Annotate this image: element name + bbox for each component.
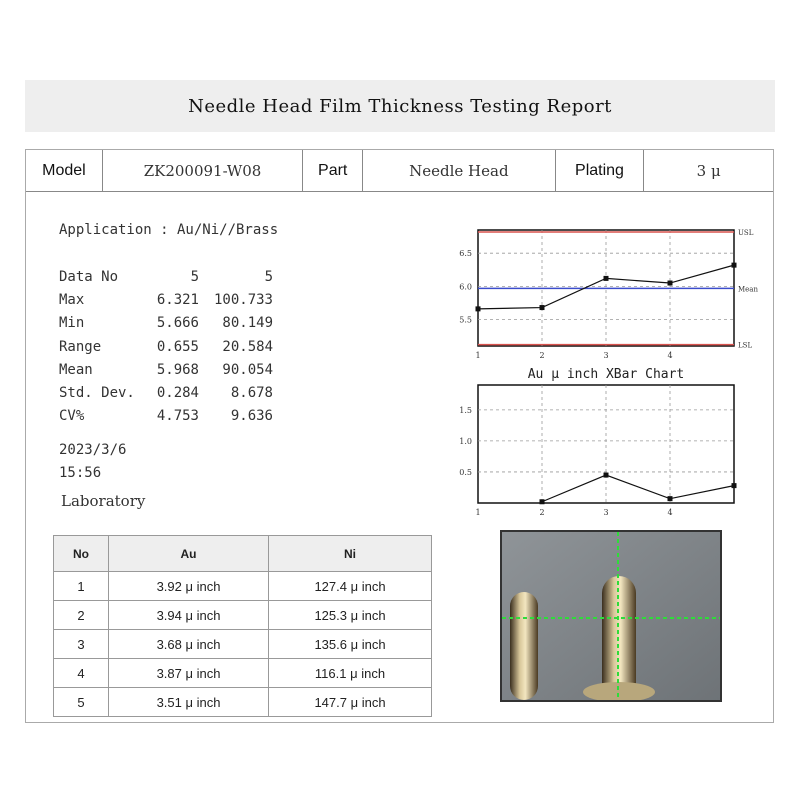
stat-a: 6.321	[156, 292, 199, 309]
stat-b: 90.054	[222, 361, 273, 378]
stat-row	[59, 289, 273, 312]
cell-no: 3	[54, 630, 109, 659]
table-row	[54, 688, 432, 717]
stat-b: 80.149	[222, 315, 273, 332]
data-point	[476, 306, 481, 311]
report-date: 2023/3/6	[59, 442, 127, 458]
stat-a: 5.968	[156, 361, 199, 378]
data-point	[668, 281, 673, 286]
cell-no: 1	[54, 572, 109, 601]
data-point	[668, 496, 673, 501]
stat-row	[59, 382, 273, 405]
stat-row	[59, 359, 273, 382]
header-ni: Ni	[269, 536, 432, 572]
cell-no: 5	[54, 688, 109, 717]
laboratory-label: Laboratory	[61, 492, 146, 510]
stat-a: 4.753	[156, 408, 199, 425]
reference-label-mean: Mean	[738, 285, 758, 294]
x-tick-label: 1	[475, 351, 481, 360]
plating-label: Plating	[556, 150, 645, 191]
x-tick-label: 2	[539, 508, 545, 517]
measurement-table	[53, 535, 432, 717]
stat-b: 20.584	[222, 338, 273, 355]
y-tick-label: 1.0	[459, 436, 472, 446]
y-tick-label: 0.5	[459, 467, 472, 477]
data-point	[732, 483, 737, 488]
stat-name: CV%	[59, 408, 85, 425]
table-row	[54, 601, 432, 630]
stat-name: Range	[59, 338, 102, 355]
cell-au: 3.51 μ inch	[109, 688, 269, 717]
cell-no: 2	[54, 601, 109, 630]
stat-a: 5	[190, 269, 199, 285]
stats-block	[59, 266, 273, 428]
info-row	[26, 150, 773, 192]
table-row	[54, 659, 432, 688]
x-tick-label: 4	[667, 351, 673, 360]
needle-photo	[500, 530, 722, 702]
x-tick-label: 2	[539, 351, 545, 360]
header-no: No	[54, 536, 109, 572]
x-tick-label: 3	[603, 508, 609, 517]
stat-name: Std. Dev.	[59, 384, 135, 401]
microscope-image	[502, 532, 720, 700]
stat-b: 100.733	[213, 292, 273, 309]
stat-name: Data No	[59, 269, 119, 285]
y-tick-label: 5.5	[459, 315, 472, 325]
stat-row	[59, 312, 273, 335]
chart-frame	[478, 385, 734, 503]
cell-au: 3.92 μ inch	[109, 572, 269, 601]
header-au: Au	[109, 536, 269, 572]
data-point	[604, 473, 609, 478]
table-row	[54, 572, 432, 601]
stat-b: 5	[264, 269, 273, 285]
y-tick-label: 6.5	[459, 249, 472, 259]
cell-ni: 116.1 μ inch	[269, 659, 432, 688]
cell-ni: 147.7 μ inch	[269, 688, 432, 717]
y-tick-label: 6.0	[459, 282, 472, 292]
cell-au: 3.94 μ inch	[109, 601, 269, 630]
data-point	[732, 263, 737, 268]
stat-row	[59, 266, 273, 289]
table-row	[54, 630, 432, 659]
model-label: Model	[26, 150, 103, 191]
reference-label-usl: USL	[738, 228, 754, 237]
chart-title: Au μ inch XBar Chart	[527, 367, 685, 382]
cell-no: 4	[54, 659, 109, 688]
x-tick-label: 3	[603, 351, 609, 360]
cell-au: 3.68 μ inch	[109, 630, 269, 659]
cell-au: 3.87 μ inch	[109, 659, 269, 688]
stat-name: Min	[59, 315, 85, 332]
reference-label-lsl: LSL	[738, 341, 753, 350]
stat-name: Max	[59, 292, 85, 309]
report-time: 15:56	[59, 465, 102, 481]
cell-ni: 125.3 μ inch	[269, 601, 432, 630]
stat-a: 0.655	[156, 338, 199, 355]
stat-a: 5.666	[156, 315, 199, 332]
stat-name: Mean	[59, 361, 93, 378]
data-point	[604, 276, 609, 281]
plating-value: 3 μ	[696, 161, 721, 180]
report-title: Needle Head Film Thickness Testing Report	[25, 80, 775, 132]
stat-row	[59, 405, 273, 428]
stat-b: 8.678	[230, 384, 273, 401]
table-header-row	[54, 536, 432, 572]
left-pin	[510, 592, 538, 700]
x-tick-label: 4	[667, 508, 673, 517]
stat-b: 9.636	[230, 408, 273, 425]
stat-a: 0.284	[156, 384, 199, 401]
part-value: Needle Head	[363, 150, 555, 191]
stat-row	[59, 336, 273, 359]
cell-ni: 135.6 μ inch	[269, 630, 432, 659]
charts-svg	[446, 215, 771, 525]
part-label: Part	[303, 150, 363, 191]
cell-ni: 127.4 μ inch	[269, 572, 432, 601]
x-tick-label: 1	[475, 508, 481, 517]
application-text: Application : Au/Ni//Brass	[59, 222, 279, 238]
data-point	[540, 499, 545, 504]
model-value: ZK200091-W08	[103, 150, 303, 191]
data-point	[540, 305, 545, 310]
y-tick-label: 1.5	[459, 405, 472, 415]
report-card	[25, 149, 774, 723]
